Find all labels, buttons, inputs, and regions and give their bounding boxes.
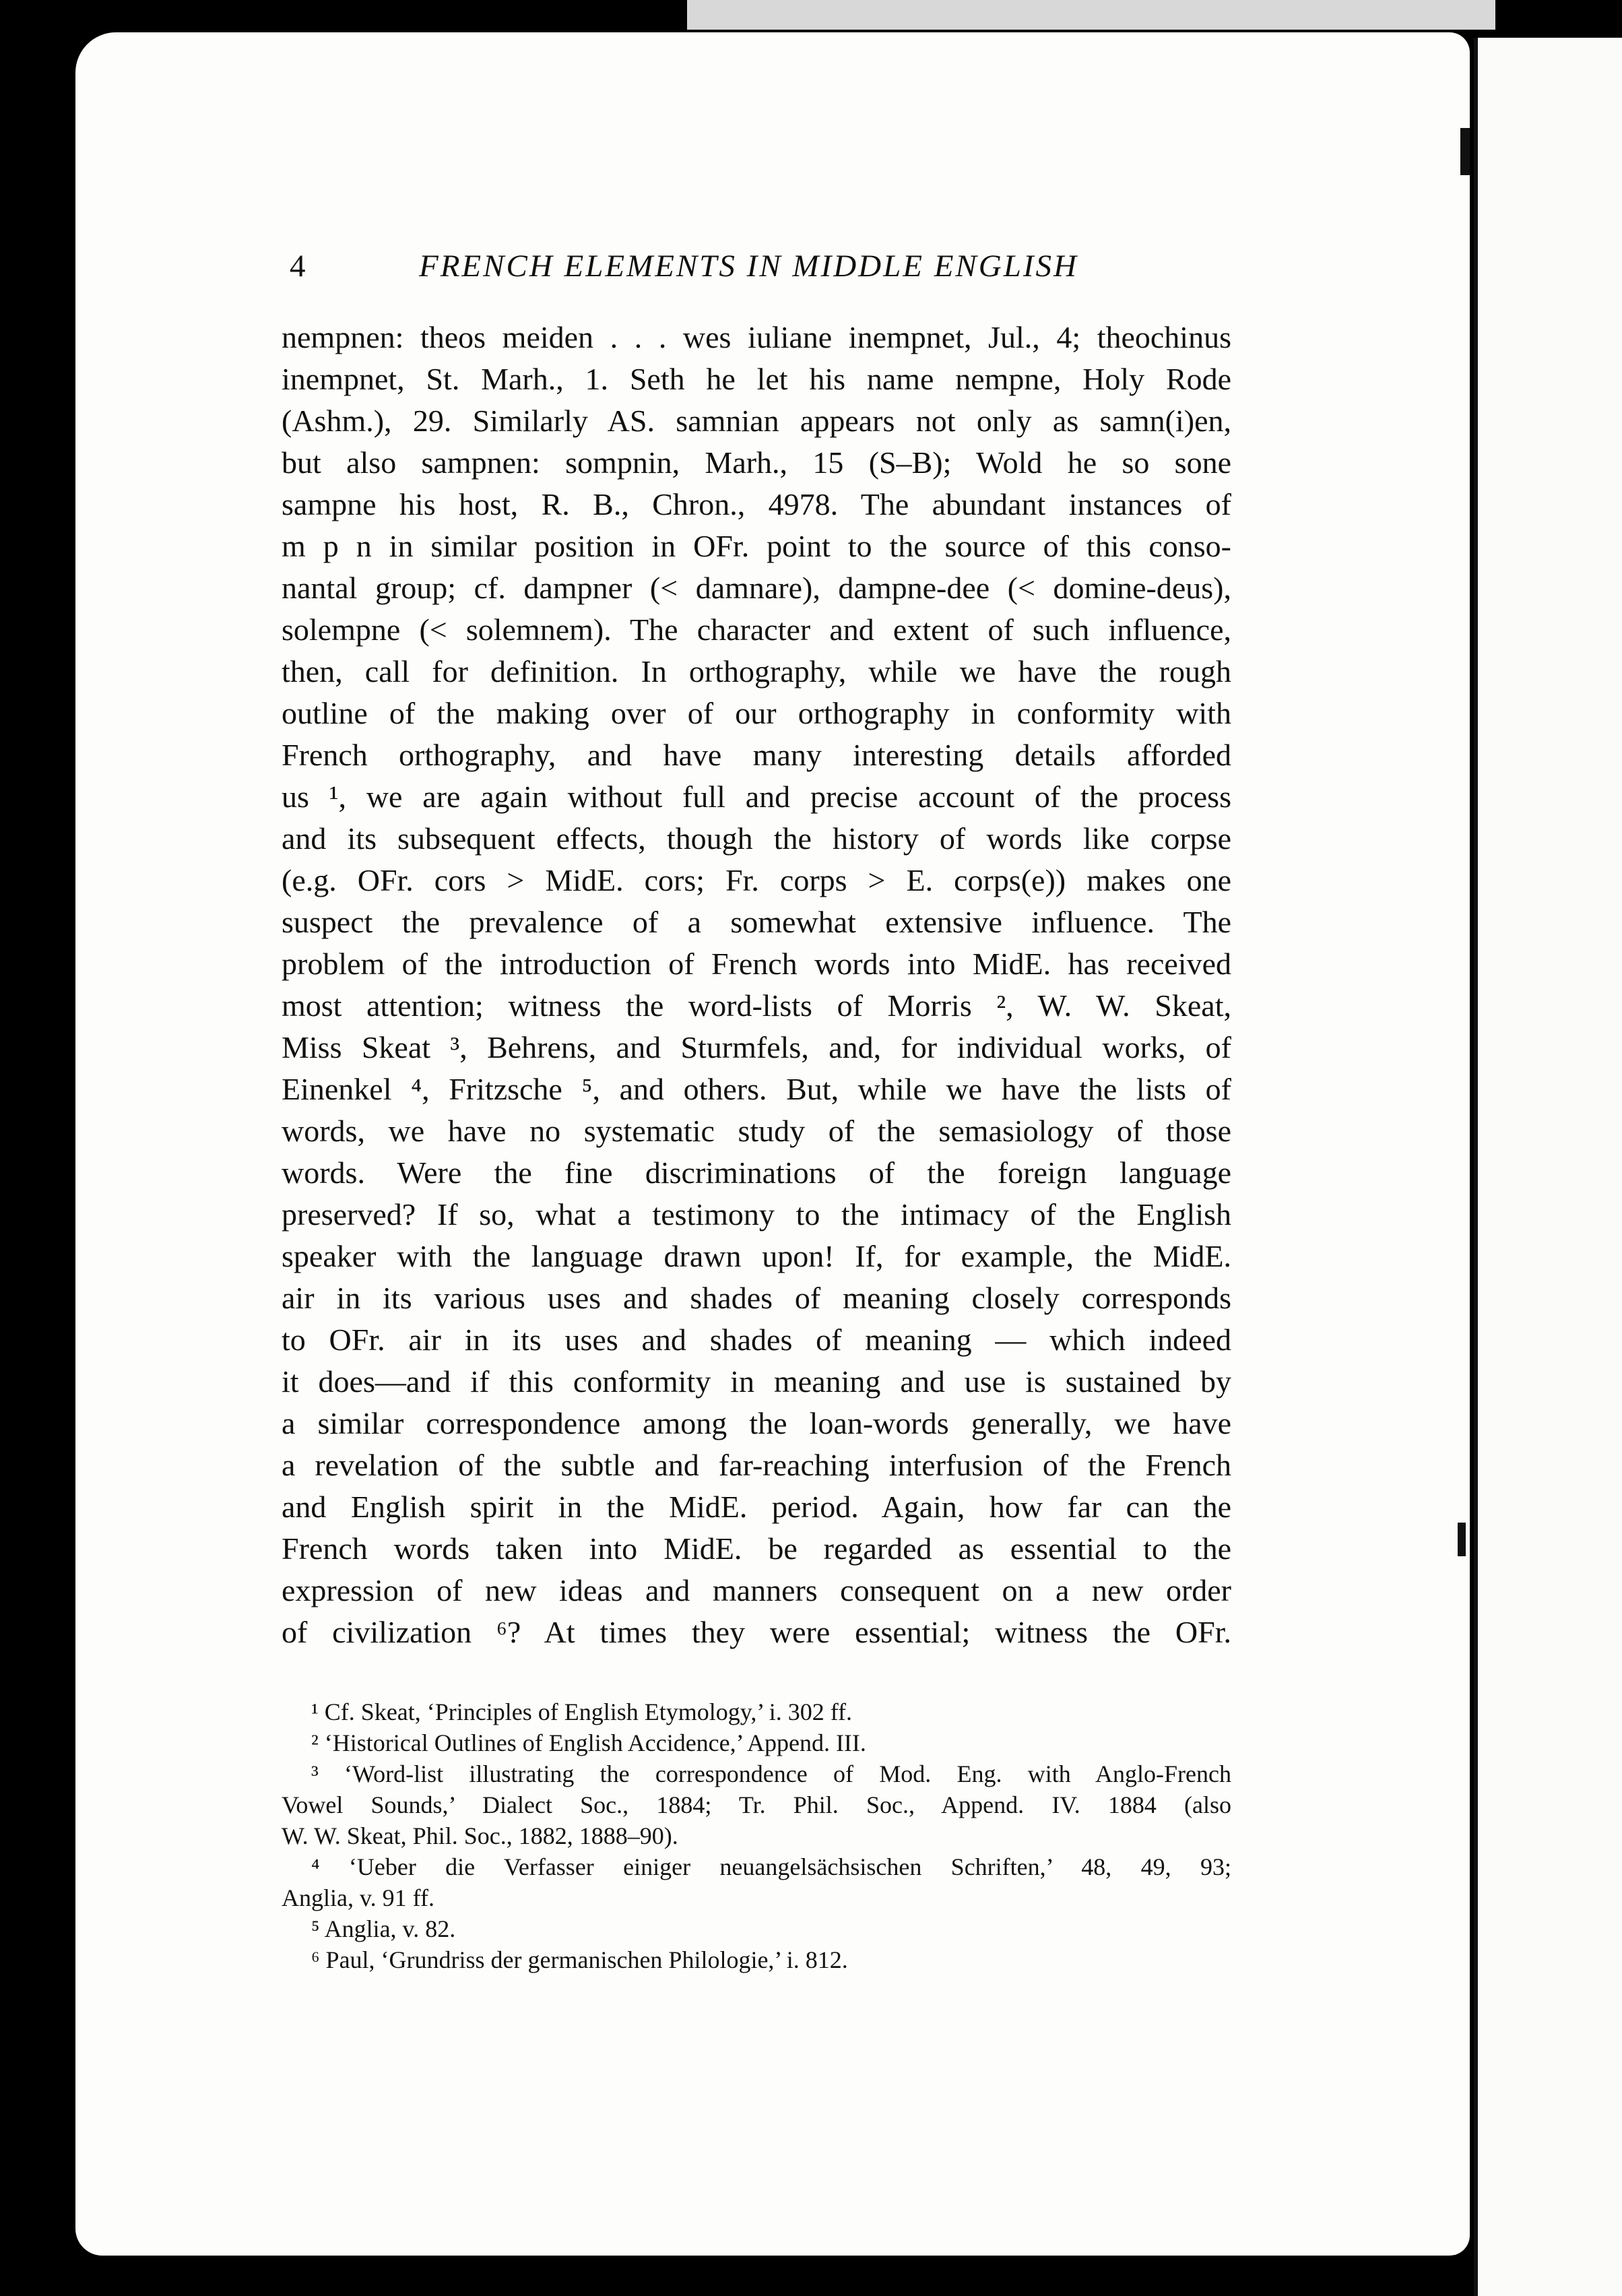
body-line: outline of the making over of our orthography in conformity with xyxy=(282,696,1231,730)
body-line: a similar correspondence among the loan-words generally, we have xyxy=(282,1406,1231,1440)
body-line: a revelation of the subtle and far-reaching interfusion of the French xyxy=(282,1448,1231,1482)
body-line: it does—and if this conformity in meaning and use is sustained by xyxy=(282,1364,1231,1399)
body-line: but also sampnen: sompnin, Marh., 15 (S–B); Wold he so sone xyxy=(282,445,1231,480)
binding-mark xyxy=(1458,1523,1466,1556)
body-line: Miss Skeat ³, Behrens, and Sturmfels, and, for individual works, of xyxy=(282,1030,1231,1064)
footnote-line: W. W. Skeat, Phil. Soc., 1882, 1888–90). xyxy=(282,1822,678,1849)
footnote-line: ⁵ Anglia, v. 82. xyxy=(311,1915,456,1942)
facing-page-edge xyxy=(1474,38,1622,2296)
body-line: most attention; witness the word-lists of Morris ², W. W. Skeat, xyxy=(282,988,1231,1023)
body-line: m p n in similar position in OFr. point to the source of this conso- xyxy=(282,529,1231,563)
body-line: (e.g. OFr. cors > MidE. cors; Fr. corps > E. corps(e)) makes one xyxy=(282,863,1231,897)
body-line: expression of new ideas and manners consequent on a new order xyxy=(282,1573,1231,1607)
body-line: air in its various uses and shades of meaning closely corresponds xyxy=(282,1281,1231,1315)
body-line: solempne (< solemnem). The character and extent of such influence, xyxy=(282,612,1231,647)
footnote-line: ³ ‘Word-list illustrating the correspondence of Mod. Eng. with Anglo-French xyxy=(311,1760,1231,1787)
body-line: words. Were the fine discriminations of the foreign language xyxy=(282,1155,1231,1190)
body-line: us ¹, we are again without full and precise account of the process xyxy=(282,779,1231,814)
page-number: 4 xyxy=(290,249,308,284)
running-head xyxy=(282,248,1110,295)
body-line: and its subsequent effects, though the history of words like corpse xyxy=(282,821,1231,856)
body-line: to OFr. air in its uses and shades of meaning — which indeed xyxy=(282,1322,1231,1357)
body-line: nempnen: theos meiden . . . wes iuliane inempnet, Jul., 4; theochinus xyxy=(282,320,1231,354)
footnote-line: ⁴ ‘Ueber die Verfasser einiger neuangelsächsischen Schriften,’ 48, 49, 93; xyxy=(311,1853,1231,1880)
body-line: and English spirit in the MidE. period. Again, how far can the xyxy=(282,1490,1231,1524)
binding-mark xyxy=(1460,128,1470,175)
footnote-line: ⁶ Paul, ‘Grundriss der germanischen Philologie,’ i. 812. xyxy=(311,1946,848,1973)
body-line: speaker with the language drawn upon! If, for example, the MidE. xyxy=(282,1239,1231,1273)
body-line: French orthography, and have many interesting details afforded xyxy=(282,738,1231,772)
scan-top-strip xyxy=(687,0,1495,30)
body-line: suspect the prevalence of a somewhat extensive influence. The xyxy=(282,905,1231,939)
body-line: inempnet, St. Marh., 1. Seth he let his name nempne, Holy Rode xyxy=(282,362,1231,396)
body-line: problem of the introduction of French words into MidE. has received xyxy=(282,947,1231,981)
running-title: FRENCH ELEMENTS IN MIDDLE ENGLISH xyxy=(419,249,1078,284)
body-line: of civilization ⁶? At times they were essential; witness the OFr. xyxy=(282,1615,1231,1649)
footnote-line: ² ‘Historical Outlines of English Accidence,’ Append. III. xyxy=(311,1729,866,1756)
body-line: preserved? If so, what a testimony to the intimacy of the English xyxy=(282,1197,1231,1232)
footnote-line: ¹ Cf. Skeat, ‘Principles of English Etymology,’ i. 302 ff. xyxy=(311,1698,853,1725)
body-line: then, call for definition. In orthography, while we have the rough xyxy=(282,654,1231,689)
body-line: sampne his host, R. B., Chron., 4978. The abundant instances of xyxy=(282,487,1231,521)
body-line: words, we have no systematic study of the semasiology of those xyxy=(282,1114,1231,1148)
body-line: nantal group; cf. dampner (< damnare), dampne-dee (< domine-deus), xyxy=(282,571,1231,605)
footnote-line: Anglia, v. 91 ff. xyxy=(282,1884,434,1911)
body-line: (Ashm.), 29. Similarly AS. samnian appears not only as samn(i)en, xyxy=(282,404,1231,438)
body-line: Einenkel ⁴, Fritzsche ⁵, and others. But, while we have the lists of xyxy=(282,1072,1231,1106)
footnote-line: Vowel Sounds,’ Dialect Soc., 1884; Tr. Phil. Soc., Append. IV. 1884 (also xyxy=(282,1791,1231,1818)
body-line: French words taken into MidE. be regarded as essential to the xyxy=(282,1531,1231,1566)
